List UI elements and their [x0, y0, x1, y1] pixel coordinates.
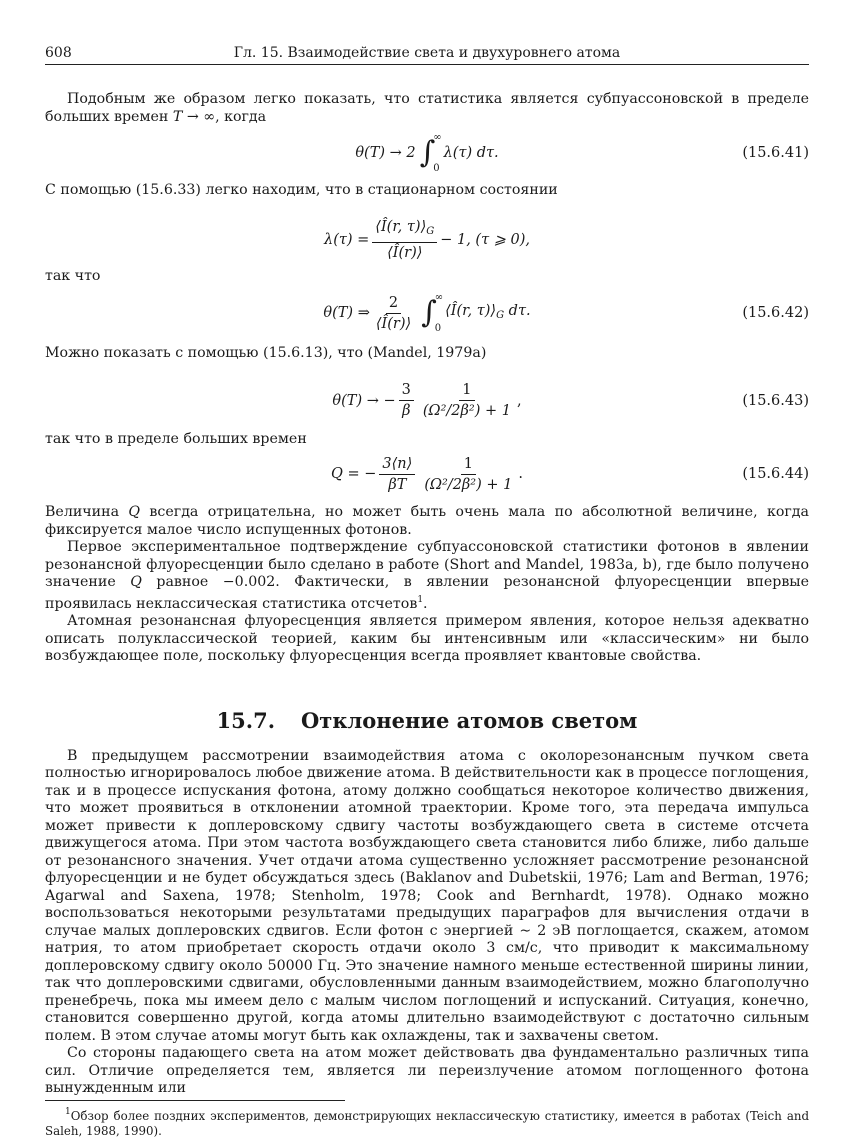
- paragraph-first-experiment: Первое экспериментальное подтверждение субпуассоновской статистики фотонов в явлении резонансной флуоресценции было сделано в работе (Short and Mandel, 1983a, b), где было получено значение Q равное −0.002. Фактически, в явлении резонансной флуоресценции впервые проявилась неклассическая статистика отсчетов$^1$.: [45, 539, 809, 612]
- fraction: $\frac{1}{\text{(Ω²/2β²) + 1}}$: [422, 382, 511, 419]
- equation-15-6-41: θ(T) → 2 ∫ ∞ 0 λ(τ) dτ. (15.6.41): [355, 132, 809, 174]
- paragraph-so-that-2: так что в пределе больших времен: [45, 430, 307, 447]
- footnote-marker: 1: [417, 594, 424, 605]
- section-heading: 15.7. Отклонение атомов светом: [216, 707, 638, 733]
- equation-number: (15.6.42): [742, 305, 809, 321]
- paragraph-atom-deflection: В предыдущем рассмотрении взаимодействия атома с околорезонансным пучком света полностью игнорировалось любое движение атома. В действительности как в процессе поглощения, так и в процессе испускания фотона, атому должно сообщаться некоторое количество движения, что может проявиться в отклонении атомной траектории. Кроме того, эта передача импульса может привести к доплеровскому сдвигу частоты возбуждающего света в системе отсчета движущегося атома. При этом частота возбуждающего света становится либо ближе, либо дальше от резонансного значения. Учет отдачи атома существенно усложняет рассмотрение резонансной флуоресценции и не будет обсуждаться здесь (Baklanov and Dubetskii, 1976; Lam and Berman, 1976; Agarwal and Saxena, 1978; Stenholm, 1978; Cook and Bernhardt, 1978). Однако можно воспользоваться некоторыми результатами предыдущих параграфов для вычисления отдачи в случае малых доплеровских сдвигов. Если фотон с энергией ∼ 2 эВ поглощается, скажем, атомом натрия, то атом приобретает скорость отдачи около 3 см/с, что приводит к максимальному доплеровскому сдвигу около 50000 Гц. Это значение намного меньше естественной ширины линии, так что доплеровскими сдвигами, обусловленными данным взаимодействием, можно благополучно пренебречь, пока мы имеем дело с малым числом поглощений и испусканий. Ситуация, конечно, становится совершенно другой, когда атомы длительно взаимодействуют с достаточно сильным полем. В этом случае атомы могут быть как охлаждены, так и захвачены светом.: [45, 747, 809, 1044]
- footnote: $^1$Обзор более поздних экспериментов, демонстрирующих неклассическую статистику, имеется в работах (Teich and Saleh, 1988, 1990).: [45, 1106, 809, 1138]
- paragraph-mandel: Можно показать с помощью (15.6.13), что (Mandel, 1979a): [45, 345, 487, 361]
- fraction: $\frac{⟨Î(r, \tau)⟩_G}{⟨Î(r)⟩}$: [372, 218, 437, 262]
- paragraph-stationary: С помощью (15.6.33) легко находим, что в стационарном состоянии: [45, 182, 558, 198]
- running-title: Гл. 15. Взаимодействие света и двухуровнего атома: [233, 45, 621, 61]
- equation-15-6-42: θ(T) ⇒ $\frac{2}{⟨Î(r)⟩}$ ∫ ∞ 0 ⟨Î(r, $\tau)⟩_G$ dτ. (15.6.42): [323, 292, 809, 334]
- integral-sign: ∫ ∞ 0: [421, 292, 444, 334]
- fraction: $\frac{2}{⟨Î(r)⟩}$: [375, 294, 412, 332]
- equation-number: (15.6.43): [742, 392, 809, 409]
- equation-number: (15.6.44): [742, 466, 809, 482]
- page-number: 608: [45, 45, 72, 61]
- integral-sign: ∫ ∞ 0: [419, 132, 442, 174]
- equation-15-6-44: Q = − $\frac{3⟨n⟩}{\beta T}$ $\frac{1}{\text{(Ω²/2β²) + 1}}$ . (15.6.44): [331, 455, 809, 493]
- paragraph-subpoisson-intro: Подобным же образом легко показать, что статистика является субпуассоновской в пределе больших времен T → ∞, когда: [45, 91, 809, 125]
- paragraph-so-that-1: так что: [45, 267, 101, 284]
- page: [45, 44, 809, 1139]
- equation-number: (15.6.41): [742, 145, 809, 161]
- fraction: $\frac{3}{\beta}$: [399, 381, 414, 420]
- running-header: [45, 44, 809, 65]
- paragraph-q-negative: Величина Q всегда отрицательна, но может быть очень мала по абсолютной величине, когда фиксируется малое число испущенных фотонов.: [45, 504, 809, 538]
- paragraph-forces: Со стороны падающего света на атом может действовать два фундаментально различных типа сил. Отличие определяется тем, является ли переизлучение атомом поглощенного фотона вынужденным или: [45, 1045, 809, 1096]
- equation-lambda: λ(τ) = $\frac{⟨Î(r, \tau)⟩_G}{⟨Î(r)⟩}$ − 1, (τ ⩾ 0),: [324, 218, 530, 261]
- fraction: $\frac{1}{\text{(Ω²/2β²) + 1}}$: [424, 455, 513, 493]
- fraction: $\frac{3⟨n⟩}{\beta T}$: [379, 455, 415, 494]
- equation-15-6-43: θ(T) → − $\frac{3}{\beta}$ $\frac{1}{\text{(Ω²/2β²) + 1}}$ , (15.6.43): [332, 382, 809, 419]
- paragraph-atomic-fluorescence: Атомная резонансная флуоресценция является примером явления, которое нельзя адекватно описать полуклассической теорией, каким бы интенсивным или «классическим» ни было возбуждающее поле, поскольку флуоресценция всегда проявляет квантовые свойства.: [45, 613, 809, 664]
